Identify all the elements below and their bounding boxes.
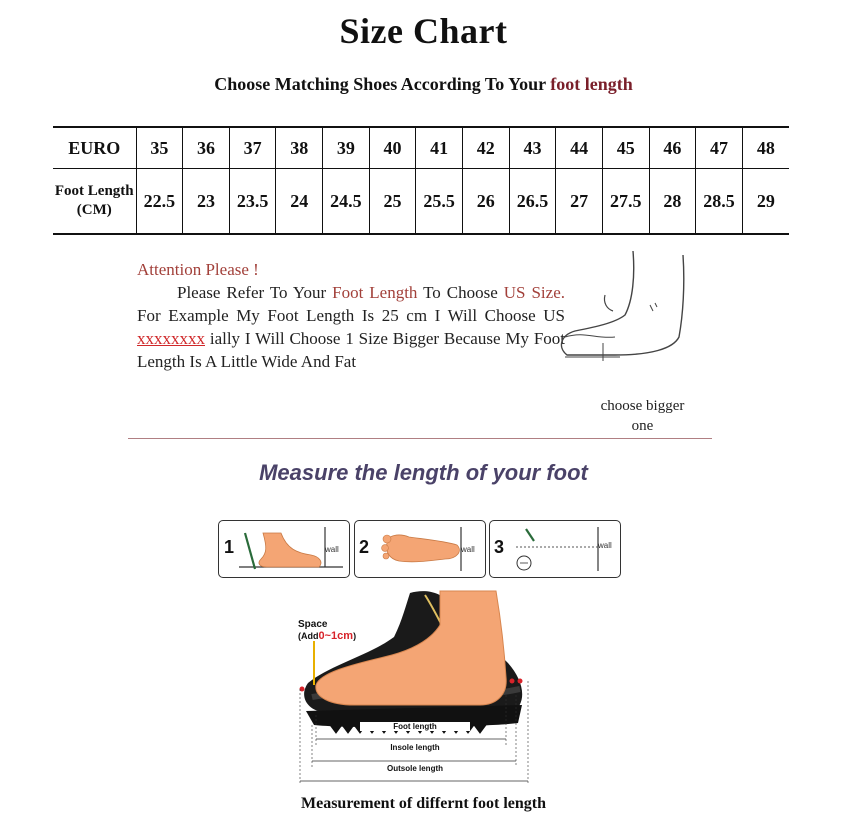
subtitle-highlight: foot length <box>550 74 633 94</box>
foot-length-cell: 22.5 <box>136 169 183 235</box>
attention-text: To Choose <box>417 283 504 302</box>
shoe-measurement-diagram <box>290 585 540 785</box>
step-2-panel <box>354 520 486 578</box>
foot-length-row <box>53 169 789 235</box>
foot-length-cell: 23.5 <box>229 169 276 235</box>
size-table <box>53 126 789 235</box>
foot-sketch-illustration <box>555 245 705 395</box>
attention-text: For Example My Foot Length Is 25 cm I Will Choose US <box>137 306 565 325</box>
wall-label: wall <box>598 541 612 550</box>
space-range <box>298 630 356 642</box>
measure-title: Measure the length of your foot <box>259 460 588 485</box>
step-number: 3 <box>494 537 505 557</box>
foot-length-cell: 28 <box>649 169 696 235</box>
foot-length-cell: 27 <box>556 169 603 235</box>
step-number: 2 <box>359 537 370 557</box>
euro-cell: 39 <box>323 127 370 169</box>
outsole-length-label: Outsole length <box>360 764 470 773</box>
euro-cell: 37 <box>229 127 276 169</box>
foot-length-cell: 26.5 <box>509 169 556 235</box>
page-title: Size Chart <box>339 11 508 51</box>
insole-length-label: Insole length <box>360 743 470 752</box>
wall-label: wall <box>461 545 475 554</box>
foot-length-header: Foot Length (CM) <box>53 169 136 235</box>
divider <box>128 438 712 439</box>
euro-row <box>53 127 789 169</box>
wall-label: wall <box>325 545 339 554</box>
attention-text: ially I Will Choose 1 Size Bigger Because My Foot Length Is A Little Wide And Fat <box>137 329 565 371</box>
space-range-value: 0~1cm <box>318 630 354 642</box>
euro-cell: 46 <box>649 127 696 169</box>
euro-cell: 48 <box>742 127 789 169</box>
euro-cell: 42 <box>462 127 509 169</box>
euro-cell: 44 <box>556 127 603 169</box>
foot-length-label: Foot length <box>360 722 470 731</box>
step-1-panel <box>218 520 350 578</box>
euro-cell: 35 <box>136 127 183 169</box>
foot-length-cell: 29 <box>742 169 789 235</box>
attention-highlight: US Size. <box>503 283 565 302</box>
euro-cell: 41 <box>416 127 463 169</box>
foot-length-cell: 23 <box>183 169 230 235</box>
foot-length-cell: 26 <box>462 169 509 235</box>
diagram-caption: Measurement of differnt foot length <box>301 795 546 812</box>
space-range-suffix: ) <box>353 631 357 641</box>
foot-length-cell: 25.5 <box>416 169 463 235</box>
foot-length-cell: 24.5 <box>323 169 370 235</box>
attention-note <box>137 258 565 373</box>
foot-length-cell: 25 <box>369 169 416 235</box>
foot-length-cell: 28.5 <box>696 169 743 235</box>
euro-cell: 36 <box>183 127 230 169</box>
euro-cell: 45 <box>602 127 649 169</box>
step-number: 1 <box>224 537 235 557</box>
foot-length-cell: 27.5 <box>602 169 649 235</box>
step-3-panel <box>489 520 621 578</box>
subtitle <box>0 74 847 95</box>
euro-cell: 43 <box>509 127 556 169</box>
space-label: Space <box>298 619 328 630</box>
subtitle-prefix: Choose Matching Shoes According To Your <box>214 74 551 94</box>
attention-text: Please Refer To Your <box>177 283 333 302</box>
euro-cell: 47 <box>696 127 743 169</box>
euro-cell: 40 <box>369 127 416 169</box>
choose-bigger-note: choose bigger one <box>600 398 685 434</box>
attention-highlight: Foot Length <box>332 283 418 302</box>
attention-title: Attention Please ! <box>137 260 259 279</box>
attention-redacted: xxxxxxxx <box>137 329 205 348</box>
euro-cell: 38 <box>276 127 323 169</box>
euro-header: EURO <box>53 127 136 169</box>
space-range-prefix: (Add <box>298 631 319 641</box>
foot-length-cell: 24 <box>276 169 323 235</box>
